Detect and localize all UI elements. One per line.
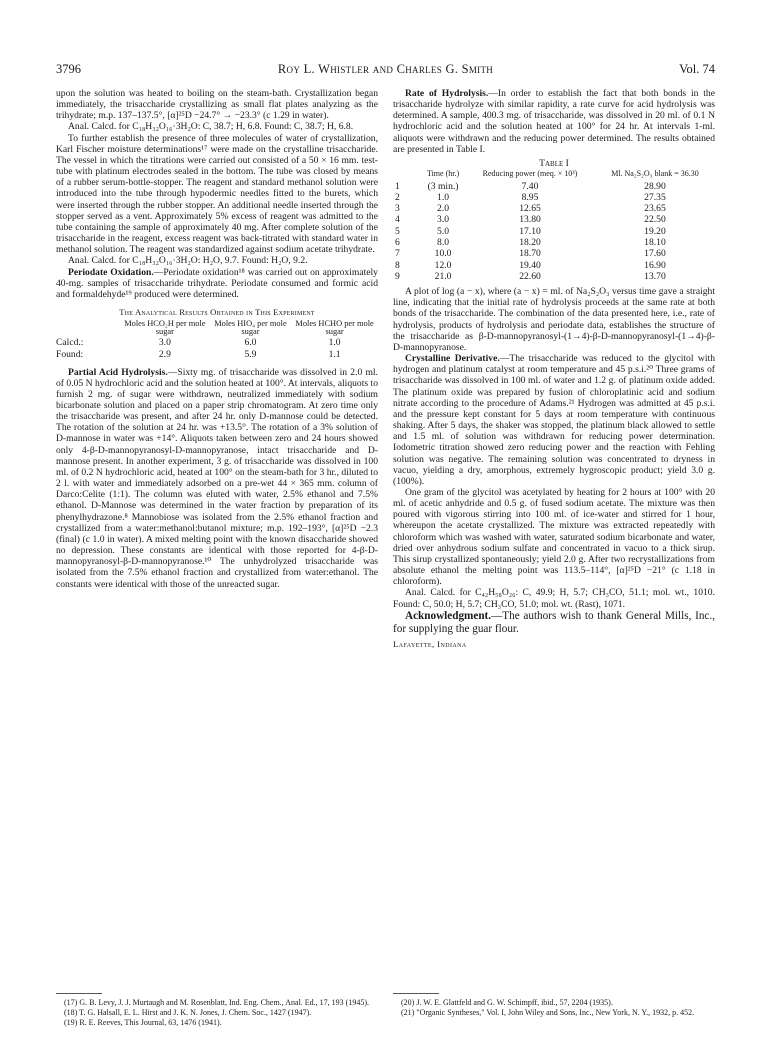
table-cell: 18.10 xyxy=(644,236,666,248)
table-cell: 27.35 xyxy=(644,191,666,203)
table-cell: 28.90 xyxy=(644,180,666,192)
table-caption: Table I xyxy=(539,157,569,169)
footnote: (20) J. W. E. Glattfeld and G. W. Schimpff, ibid., 57, 2204 (1935). xyxy=(401,998,613,1007)
table-cell: 1.0 xyxy=(328,336,341,348)
row-number: 6 xyxy=(395,236,400,248)
footnote: (17) G. B. Levy, J. J. Murtaugh and M. Rosenblatt, Ind. Eng. Chem., Anal. Ed., 17, 193 (1945). xyxy=(64,998,370,1007)
acknowledgment: Acknowledgment.—The authors wish to thank General Mills, Inc., for supplying the guar flour. xyxy=(393,609,715,635)
table-row xyxy=(393,203,715,214)
row-label: Found: xyxy=(56,348,84,360)
table-cell: 3.0 xyxy=(437,214,450,226)
analysis-paragraph: Anal. Calcd. for C₁₈H₃₂O₁₆·3H₂O: H₂O, 9.7. Found: H₂O, 9.2. xyxy=(68,255,308,267)
column-header: Ml. Na₂S₂O₃ blank = 36.30 xyxy=(611,169,699,179)
analytical-results-table xyxy=(56,307,378,361)
footnotes-right xyxy=(393,998,715,1018)
footnote-rule xyxy=(393,993,439,994)
running-title: Roy L. Whistler and Charles G. Smith xyxy=(277,62,494,76)
table-row xyxy=(393,260,715,271)
table-cell: 18.70 xyxy=(519,248,541,260)
table-cell: 3.0 xyxy=(158,336,171,348)
table-cell: 17.60 xyxy=(644,248,666,260)
table-row xyxy=(393,248,715,259)
volume-label: Vol. 74 xyxy=(679,62,715,76)
column-header: Moles HIO₄ per mole sugar xyxy=(214,319,287,337)
footnote: (19) R. E. Reeves, This Journal, 63, 1476 (1941). xyxy=(64,1018,222,1027)
section-heading: Periodate Oxidation. xyxy=(68,266,154,278)
analysis-paragraph: Anal. Calcd. for C₁₈H₃₂O₁₆·3H₂O: C, 38.7; H, 6.8. Found: C, 38.7; H, 6.8. xyxy=(68,121,354,133)
table-row xyxy=(393,181,715,192)
row-number: 7 xyxy=(395,248,400,260)
paragraph: A plot of log (a − x), where (a − x) = ml. of Na₂S₂O₃ versus time gave a straight line, indicating that the initial rate of hydrolysis proceeds at the same rate at both bonds of the trisaccharide. The combination of the data presented here, i.e., rate of hydrolysis, products of hydrolysis and periodate data, establishes the structure of the trisaccharide as β-D-mannopyranosyl-(1→4)-β-D-mannopyranosyl-(1→4)-β-D-mannopyranose. xyxy=(393,286,715,353)
table-cell: 8.0 xyxy=(437,236,450,248)
page-header xyxy=(56,62,715,80)
table-cell: 18.20 xyxy=(519,236,541,248)
table-cell: 7.40 xyxy=(521,180,539,192)
table-row xyxy=(393,226,715,237)
table-cell: 8.95 xyxy=(521,191,539,203)
column-header: Reducing power (meq. × 10³) xyxy=(482,169,578,179)
table-row xyxy=(56,349,378,361)
table-body xyxy=(393,181,715,283)
table-cell: 5.0 xyxy=(437,225,450,237)
footnotes-left xyxy=(56,998,378,1028)
row-number: 4 xyxy=(395,214,400,226)
table-cell: 13.70 xyxy=(644,270,666,282)
table-row xyxy=(393,192,715,203)
table-cell: 2.9 xyxy=(158,348,171,360)
table-cell: 5.9 xyxy=(244,348,257,360)
table-row xyxy=(393,237,715,248)
row-number: 2 xyxy=(395,191,400,203)
column-header: Moles HCO₂H per mole sugar xyxy=(124,319,206,337)
paragraph: Rate of Hydrolysis.—In order to establish the fact that both bonds in the trisaccharide hydrolyze with similar rapidity, a rate curve for acid hydrolysis was determined. A sample, 400.3 mg. of trisaccharide, was dissolved in 20 ml. of 0.1 N hydrochloric acid and the solution heated at 100° for 24 hr. At intervals 1-ml. aliquots were withdrawn and the reducing power determined. The results obtained are presented in Table I. xyxy=(393,88,715,155)
table-cell: 12.65 xyxy=(519,203,541,215)
row-number: 9 xyxy=(395,270,400,282)
table-cell: 16.90 xyxy=(644,259,666,271)
column-header: Time (hr.) xyxy=(426,169,460,179)
section-heading: Crystalline Derivative. xyxy=(405,353,500,365)
table-row xyxy=(393,271,715,282)
table-cell: 1.1 xyxy=(328,348,341,360)
table-cell: 22.50 xyxy=(644,214,666,226)
left-column xyxy=(56,88,378,590)
table-cell: (3 min.) xyxy=(427,180,459,192)
paragraph: Partial Acid Hydrolysis.—Sixty mg. of trisaccharide was dissolved in 2.0 ml. of 0.05 N hydrochloric acid and the solution heated at 100°. At intervals, aliquots to furnish 2 mg. of sugar were withdrawn, neutralized immediately with sodium bicarbonate solution and placed on a paper strip chromatogram. At zero time only the trisaccharide was present, and after 24 hr. only D-mannose could be detected. The rotation of the solution at 24 hr. was +13.5°. The rotation of a 3% solution of D-mannose in water was +14°. Aliquots taken between zero and 24 hours showed only 4-β-D-mannopyranosyl-D-mannopyranose, intact trisaccharide and D-mannose present. In another experiment, 3 g. of trisaccharide was dissolved in 100 ml. of 0.2 N hydrochloric acid, heated at 100° on the steam-bath for 3 hr., diluted to 2 l. with water and immediately adsorbed on a pre-wet 44 × 365 mm. column of Darco:Celite (1:1). The column was eluted with water, 2.5% ethanol and 7.5% ethanol. D-Mannose was determined in the water fraction by preparation of its phenylhydrazone.⁸ Mannobiose was isolated from the 2.5% ethanol fraction and crystallized from a water:methanol:butanol mixture; m.p. 192–193°, [α]²⁵D −2.3 (final) (c 1.0 in water). A mixed melting point with the known disaccharide showed no depression. These constants are identical with those reported for 4-β-D-mannopyranosyl-β-D-mannopyranose.¹⁰ The unhydrolyzed trisaccharide was isolated from the 7.5% ethanol fraction and crystallized from water:ethanol. The constants were identical with those of the unreacted sugar. xyxy=(56,366,378,590)
section-heading: Acknowledgment. xyxy=(405,609,492,622)
footnote-rule xyxy=(56,993,102,994)
paragraph: One gram of the glycitol was acetylated by heating for 2 hours at 100° with 20 ml. of acetic anhydride and 0.5 g. of fused sodium acetate. The mixture was then poured with vigorous stirring into 100 ml. of ice-water and stirred for 1 hour, whereupon the acetate crystallized. The mixture was extracted repeatedly with chloroform which was washed with water, saturated sodium bicarbonate and water, dried over anhydrous sodium sulfate and concentrated in vacuo to a thick sirup. This sirup crystallized spontaneously; yield 2.0 g. After two recrystallizations from absolute ethanol the melting point was 113.5–114°, [α]²⁵D −21° (c 1.18 in chloroform). xyxy=(393,486,715,588)
table-cell: 23.65 xyxy=(644,203,666,215)
table-cell: 17.10 xyxy=(519,225,541,237)
row-number: 1 xyxy=(395,180,400,192)
table-cell: 12.0 xyxy=(434,259,452,271)
paragraph: To further establish the presence of three molecules of water of crystallization, Karl Fischer moisture determinations¹⁷ were made on the crystalline trisaccharide. The vessel in which the titrations were carried out consisted of a 50 × 16 mm. test-tube with platinum electrodes sealed in the bottom. The tube was closed by means of a rubber serum-bottle-stopper. The reagent and standard methanol solution were introduced into the tube through hypodermic needles fitted to the burets, which were inserted through the rubber stopper. An additional needle inserted through the stopper served as a vent. Approximately 5% excess of reagent was admitted to the tube containing the sample of approximately 40 mg. After complete solution of the trisaccharide in the reagent, excess reagent was back-titrated with standard water in methanol solution. The reagent was standardized against sodium acetate trihydrate. xyxy=(56,132,378,256)
footnote: (21) "Organic Syntheses," Vol. I, John Wiley and Sons, Inc., New York, N. Y., 1932, p. 452. xyxy=(401,1008,695,1017)
table-caption: The Analytical Results Obtained in This Experiment xyxy=(119,306,315,317)
table-cell: 10.0 xyxy=(434,248,452,260)
table-cell: 1.0 xyxy=(437,191,450,203)
affiliation-place: Lafayette, Indiana xyxy=(393,638,467,649)
table-cell: 6.0 xyxy=(244,336,257,348)
right-column xyxy=(393,88,715,650)
paragraph: Crystalline Derivative.—The trisaccharide was reduced to the glycitol with hydrogen and platinum catalyst at room temperature and 45 p.s.i.²⁰ Three grams of trisaccharide was dissolved in 100 ml. of water and 1.2 g. of platinum oxide added. The platinum oxide was prepared by fusion of chloroplatinic acid and sodium nitrate according to the procedure of Adams.²¹ Hydrogen was admitted at 45 p.s.i. and the pressure kept constant for 5 days at room temperature with continuous shaking. After 5 days, the shaker was stopped, the platinum black allowed to settle and 1.5 ml. of solution was withdrawn for reducing power determination. Iodometric titration showed zero reducing power and the reaction with Fehling solution was negative. The remaining solution was concentrated to dryness in vacuo, yielding a dry, amorphous, extremely hygroscopic product; yield 3.0 g. (100%). xyxy=(393,353,715,487)
table-i xyxy=(393,158,715,282)
section-heading: Partial Acid Hydrolysis. xyxy=(68,366,168,378)
table-cell: 2.0 xyxy=(437,203,450,215)
page-number: 3796 xyxy=(56,62,81,76)
section-heading: Rate of Hydrolysis. xyxy=(405,88,489,99)
table-cell: 21.0 xyxy=(434,270,452,282)
table-cell: 19.20 xyxy=(644,225,666,237)
footnote: (18) T. G. Halsall, E. L. Hirst and J. K. N. Jones, J. Chem. Soc., 1427 (1947). xyxy=(64,1008,312,1017)
analysis-paragraph: Anal. Calcd. for C₄₂H₅₈O₂₆: C, 49.9; H, 5.7; CH₃CO, 51.1; mol. wt., 1010. Found: C, 50.0; H, 5.7; CH₃CO, 51.0; mol. wt. (Rast), 1071. xyxy=(393,587,715,610)
column-header: Moles HCHO per mole sugar xyxy=(295,319,374,337)
row-number: 3 xyxy=(395,203,400,215)
paragraph: upon the solution was heated to boiling on the steam-bath. Crystallization began immediately, the trisaccharide crystallizing as small flat plates analyzing as the trihydrate; m.p. 137–137.5°, [α]²⁵D −24.7° → −23.3° (c 1.29 in water). xyxy=(56,88,378,122)
table-cell: 19.40 xyxy=(519,259,541,271)
row-number: 5 xyxy=(395,225,400,237)
row-number: 8 xyxy=(395,259,400,271)
table-row xyxy=(393,214,715,225)
paragraph: Periodate Oxidation.—Periodate oxidation¹⁸ was carried out on approximately 40-mg. samples of trisaccharide trihydrate. Periodate consumed and formic acid and formaldehyde¹⁹ produced were determined. xyxy=(56,266,378,300)
row-label: Calcd.: xyxy=(56,336,84,348)
table-cell: 13.80 xyxy=(519,214,541,226)
table-cell: 22.60 xyxy=(519,270,541,282)
table-row xyxy=(56,337,378,349)
